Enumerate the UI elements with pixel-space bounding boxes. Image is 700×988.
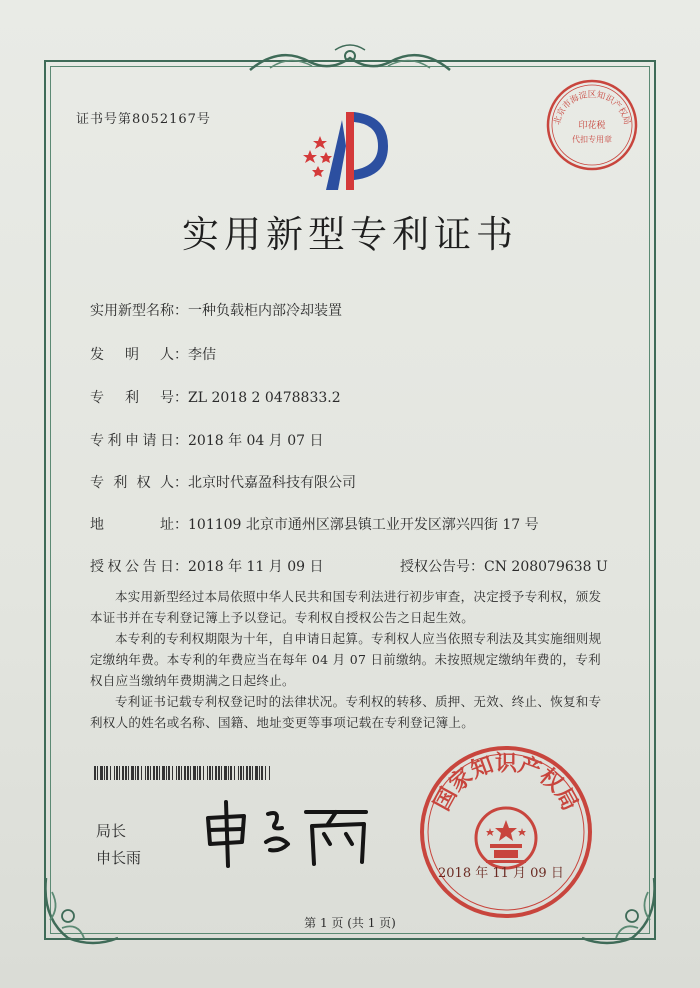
inventor-label: 发明人 — [90, 347, 174, 363]
address-row: 地址：101109 北京市通州区漷县镇工业开发区漷兴四街 17 号 — [90, 514, 539, 534]
certificate-title: 实用新型专利证书 — [182, 213, 518, 256]
official-title: 局长 — [96, 822, 127, 840]
grant-date-label: 授权公告日 — [90, 559, 174, 575]
grant-number-label: 授权公告号 — [400, 559, 470, 575]
paragraph-grant-statement: 本实用新型经过本局依照中华人民共和国专利法进行初步审查，决定授予专利权，颁发本证书并在专利登记簿上予以登记。专利权自授权公告之日起生效。 — [90, 589, 602, 625]
grant-number-value: CN 208079638 U — [484, 559, 608, 575]
director-signature — [196, 790, 376, 870]
grant-date-row: 授权公告日：2018 年 11 月 09 日 — [90, 556, 324, 576]
official-name: 申长雨 — [96, 849, 142, 867]
patent-office-emblem — [296, 106, 392, 194]
utility-model-name-label: 实用新型名称： — [90, 303, 188, 319]
inventor-row: 发明人：李佶 — [90, 344, 216, 364]
patent-number-row: 专利号：ZL 2018 2 0478833.2 — [90, 387, 341, 407]
paragraph-legal-status: 专利证书记载专利权登记时的法律状况。专利权的转移、质押、无效、终止、恢复和专利权人的姓名或名称、国籍、地址变更等事项记载在专利登记簿上。 — [90, 694, 602, 730]
seal-text: 国家知识产权局 — [429, 751, 583, 816]
patent-holder-label: 专利权人 — [90, 475, 174, 491]
patent-holder-value: 北京时代嘉盈科技有限公司 — [188, 475, 356, 491]
paragraph-term-and-fees: 本专利的专利权期限为十年，自申请日起算。专利权人应当依照专利法及其实施细则规定缴纳年费。本专利的年费应当在每年 04 月 07 日前缴纳。未按照规定缴纳年费的，专利权自应当缴纳年费期满之日起终止。 — [90, 631, 602, 688]
inventor-value: 李佶 — [188, 347, 216, 363]
top-ornament — [240, 40, 460, 80]
certificate-number: 证书号第8052167号 — [76, 112, 211, 127]
filing-date-row: 专利申请日：2018 年 04 月 07 日 — [90, 430, 324, 450]
grant-date-value: 2018 年 11 月 09 日 — [188, 559, 324, 575]
tax-seal-middle-text: 印花税 — [578, 121, 606, 131]
address-value: 101109 北京市通州区漷县镇工业开发区漷兴四街 17 号 — [188, 517, 539, 533]
patent-office-seal — [418, 744, 594, 920]
grant-number-row: 授权公告号：CN 208079638 U — [400, 556, 608, 576]
filing-date-value: 2018 年 04 月 07 日 — [188, 433, 324, 449]
barcode — [94, 766, 270, 780]
utility-model-name-row — [90, 300, 342, 320]
utility-model-name-value: 一种负载柜内部冷却装置 — [188, 303, 342, 319]
page-number: 第 1 页 (共 1 页) — [304, 916, 396, 930]
seal-date: 2018 年 11 月 09 日 — [438, 866, 564, 881]
patent-holder-row: 专利权人：北京时代嘉盈科技有限公司 — [90, 472, 356, 492]
corner-ornament-bottom-left — [38, 868, 128, 948]
tax-seal-lower-text: 代扣专用章 — [572, 135, 612, 144]
tax-seal — [545, 78, 639, 172]
tax-seal-outer-text: 北京市海淀区知识产权局 — [552, 90, 632, 126]
national-emblem-icon — [476, 808, 536, 868]
patent-number-value: ZL 2018 2 0478833.2 — [188, 390, 341, 406]
address-label: 地址 — [90, 517, 174, 533]
filing-date-label: 专利申请日 — [90, 433, 174, 449]
patent-number-label: 专利号 — [90, 390, 174, 406]
